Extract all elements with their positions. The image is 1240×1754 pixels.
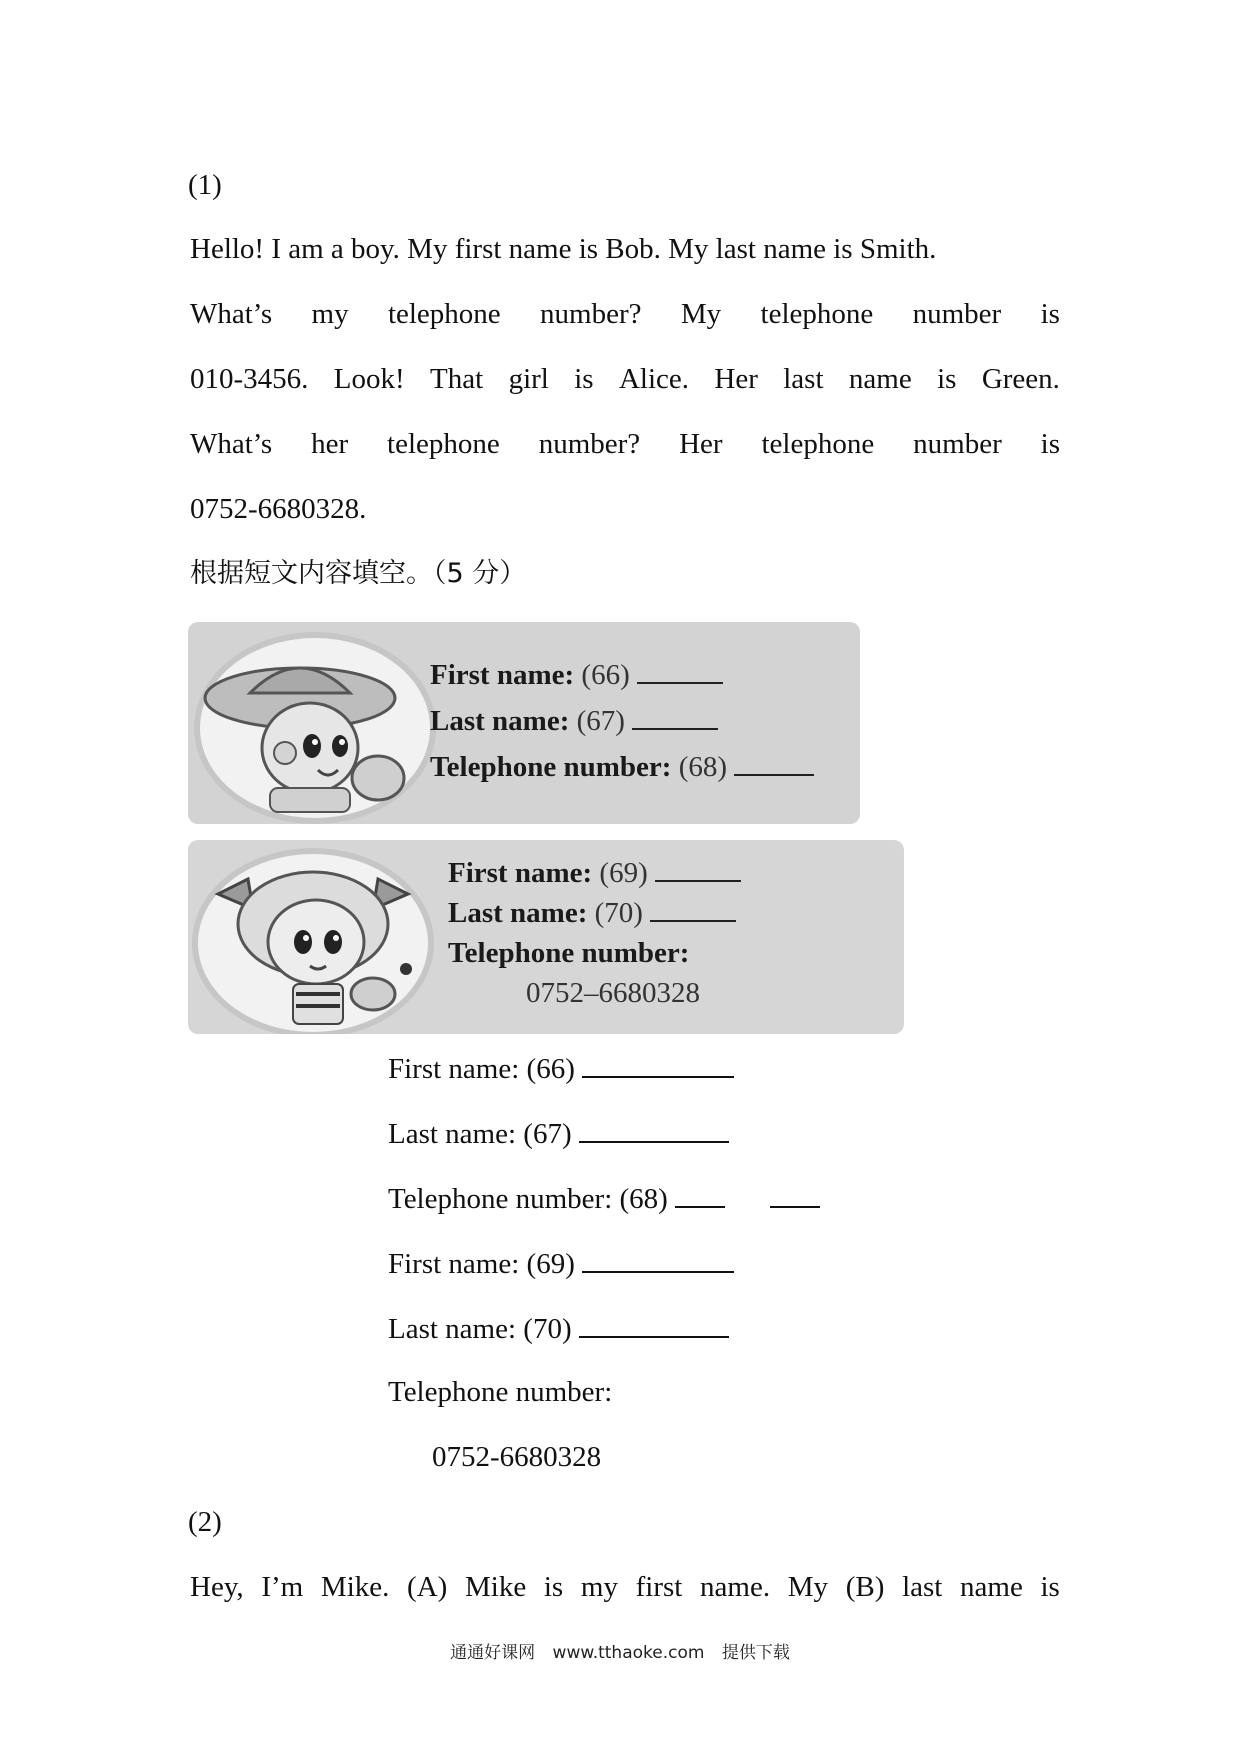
word: My <box>680 298 722 330</box>
word: girl <box>508 363 549 395</box>
answer-blank-68-part1[interactable] <box>675 1180 725 1208</box>
word: (A) <box>407 1571 448 1603</box>
passage-line-1 <box>190 232 1060 266</box>
question-number: (70) <box>594 897 643 929</box>
word: is <box>543 1571 564 1603</box>
boy-info-card <box>188 622 860 824</box>
word: name <box>960 1571 1023 1603</box>
answer-blank-70[interactable] <box>650 896 736 922</box>
word: telephone <box>761 428 875 460</box>
fill-telephone-label: Telephone number: <box>388 1376 613 1408</box>
passage-line-2 <box>190 297 1060 331</box>
word: name <box>848 363 912 395</box>
word: first <box>635 1571 683 1603</box>
question-number: (67) <box>576 705 625 737</box>
word: is <box>1040 298 1060 330</box>
fill-label: Last name: (70) <box>388 1313 572 1345</box>
word: is <box>937 363 957 395</box>
word: Her <box>679 428 723 460</box>
word: her <box>311 428 349 460</box>
answer-blank-67[interactable] <box>632 704 718 730</box>
word: is <box>1040 1571 1060 1603</box>
section-2-line-1 <box>190 1570 1060 1604</box>
card-boy-first-name <box>430 658 723 692</box>
word: telephone <box>760 298 874 330</box>
word: Mike <box>464 1571 527 1603</box>
field-label: Last name: <box>430 705 570 737</box>
passage-line-5: 0752-6680328. <box>190 493 367 525</box>
fill-q70 <box>388 1310 729 1346</box>
word: name. <box>700 1571 771 1603</box>
word: is <box>1040 428 1060 460</box>
fill-q67 <box>388 1115 729 1151</box>
page-footer <box>0 1638 1240 1663</box>
answer-blank-66[interactable] <box>582 1050 734 1078</box>
section-1-label: (1) <box>188 169 222 201</box>
word: 010-3456. <box>190 363 309 395</box>
passage-line-3 <box>190 362 1060 396</box>
fill-q69 <box>388 1245 734 1281</box>
instruction: 根据短文内容填空。（5 分） <box>190 558 527 589</box>
word: number <box>913 428 1002 460</box>
footer-site-name: 通通好课网 <box>450 1643 536 1663</box>
word: Look! <box>333 363 405 395</box>
question-number: (69) <box>599 857 648 889</box>
word: Her <box>714 363 758 395</box>
card-girl-first-name <box>448 856 741 890</box>
fill-telephone-value: 0752-6680328 <box>432 1441 602 1473</box>
answer-blank-70[interactable] <box>579 1310 729 1338</box>
passage-line-4 <box>190 427 1060 461</box>
word: number? <box>538 428 641 460</box>
word: What’s <box>190 298 273 330</box>
fill-label: Telephone number: (68) <box>388 1183 668 1215</box>
boy-portrait-frame <box>194 632 436 824</box>
answer-blank-67[interactable] <box>579 1115 729 1143</box>
word: my <box>580 1571 618 1603</box>
fill-label: Last name: (67) <box>388 1118 572 1150</box>
word: my <box>311 298 349 330</box>
field-label: First name: <box>430 659 575 691</box>
answer-blank-68-part2[interactable] <box>770 1180 820 1208</box>
girl-cartoon-icon <box>198 854 428 1032</box>
girl-portrait-frame <box>192 848 434 1034</box>
word: (B) <box>845 1571 885 1603</box>
card-boy-telephone <box>430 750 814 784</box>
fill-q68 <box>388 1180 820 1216</box>
field-label: First name: <box>448 857 593 889</box>
answer-blank-69[interactable] <box>655 856 741 882</box>
word: last <box>783 363 824 395</box>
word: That <box>430 363 484 395</box>
word: What’s <box>190 428 273 460</box>
field-label: Telephone number: <box>448 937 690 969</box>
card-girl-telephone-value: 0752–6680328 <box>526 977 700 1009</box>
word: Hey, <box>190 1571 244 1603</box>
answer-blank-69[interactable] <box>582 1245 734 1273</box>
question-number: (66) <box>581 659 630 691</box>
word: Mike. <box>320 1571 390 1603</box>
footer-note: 提供下载 <box>721 1643 790 1663</box>
passage-text: Hello! I am a boy. My first name is Bob. My last name is Smith. <box>190 233 937 265</box>
word: I’m <box>261 1571 304 1603</box>
answer-blank-68[interactable] <box>734 750 814 776</box>
word: number? <box>540 298 642 330</box>
card-girl-last-name <box>448 896 736 930</box>
word: telephone <box>387 428 500 460</box>
boy-cartoon-icon <box>200 638 430 818</box>
word: is <box>574 363 594 395</box>
fill-label: First name: (69) <box>388 1248 575 1280</box>
card-girl-telephone <box>448 936 689 970</box>
girl-info-card <box>188 840 904 1034</box>
word: last <box>902 1571 943 1603</box>
question-number: (68) <box>678 751 728 783</box>
fill-q66 <box>388 1050 734 1086</box>
card-boy-last-name <box>430 704 718 738</box>
section-2-label: (2) <box>188 1506 222 1538</box>
word: My <box>787 1571 829 1603</box>
word: Alice. <box>618 363 690 395</box>
field-label: Telephone number: <box>430 751 672 783</box>
fill-label: First name: (66) <box>388 1053 575 1085</box>
answer-blank-66[interactable] <box>637 658 723 684</box>
field-label: Last name: <box>448 897 588 929</box>
word: Green. <box>981 363 1060 395</box>
footer-url[interactable]: www.tthaoke.com <box>552 1643 705 1663</box>
word: number <box>912 298 1002 330</box>
word: telephone <box>387 298 501 330</box>
